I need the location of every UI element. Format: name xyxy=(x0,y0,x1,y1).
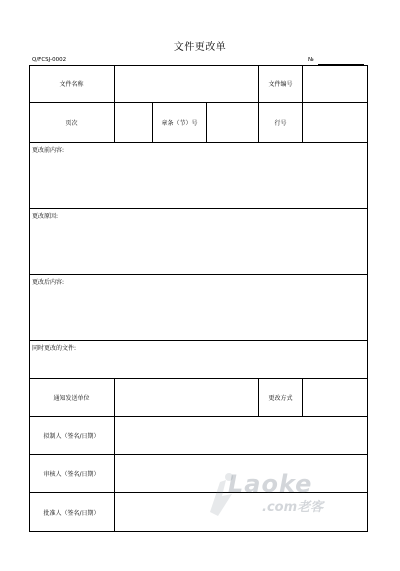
file-name-field[interactable] xyxy=(115,65,259,103)
document-title: 文件更改单 xyxy=(173,42,227,53)
prepared-by-field[interactable] xyxy=(115,417,368,455)
document-number-label: № xyxy=(308,57,314,63)
clause-field[interactable] xyxy=(207,103,259,143)
change-reason-label: 更改原因: xyxy=(32,213,59,220)
page-field[interactable] xyxy=(115,103,153,143)
line-field[interactable] xyxy=(303,103,368,143)
watermark-brand: Laoke xyxy=(228,470,313,498)
related-files-label: 同时更改的文件: xyxy=(32,345,77,352)
change-reason-field[interactable] xyxy=(29,209,368,275)
content-after-label: 更改后内容: xyxy=(32,279,65,286)
related-files-field[interactable] xyxy=(29,341,368,379)
change-method-label: 更改方式 xyxy=(259,379,303,417)
change-method-field[interactable] xyxy=(303,379,368,417)
clause-label: 章条（节）号 xyxy=(153,103,207,143)
line-label: 行号 xyxy=(259,103,303,143)
notify-units-label: 通知发送单位 xyxy=(29,379,115,417)
prepared-by-label: 拟制人（签名/日期） xyxy=(29,417,115,455)
file-number-field[interactable] xyxy=(303,65,368,103)
change-form-table xyxy=(29,65,368,532)
notify-units-field[interactable] xyxy=(115,379,259,417)
file-name-label: 文件名称 xyxy=(29,65,115,103)
approved-by-label: 批准人（签名/日期） xyxy=(29,493,115,532)
content-before-label: 更改前内容: xyxy=(32,147,65,154)
reviewed-by-label: 审核人（签名/日期） xyxy=(29,455,115,493)
file-number-label: 文件编号 xyxy=(259,65,303,103)
document-code: Q/FCSJ-0002 xyxy=(32,57,67,63)
content-after-field[interactable] xyxy=(29,275,368,341)
content-before-field[interactable] xyxy=(29,143,368,209)
watermark-domain: .com老客 xyxy=(262,500,324,515)
page-label: 页次 xyxy=(29,103,115,143)
